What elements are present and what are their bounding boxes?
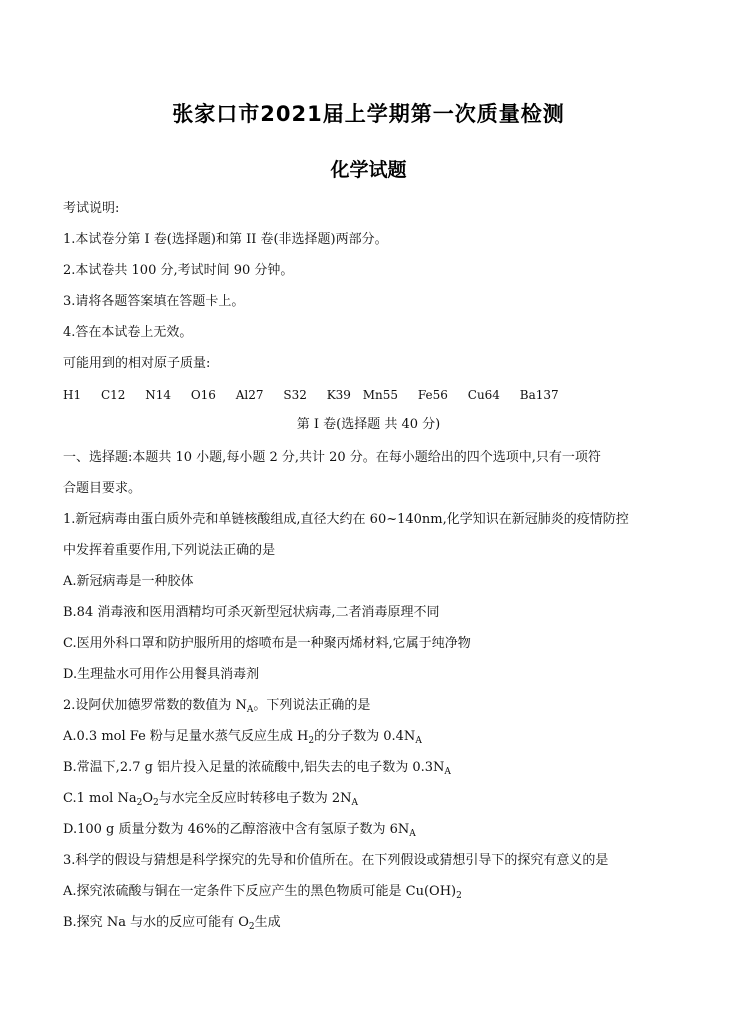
atomic-mass-item: S32 xyxy=(283,388,307,402)
question-1-option-a: A.新冠病毒是一种胶体 xyxy=(63,574,194,589)
question-1-option-d: D.生理盐水可用作公用餐具消毒剂 xyxy=(63,667,260,682)
question-1-stem: 中发挥着重要作用,下列说法正确的是 xyxy=(63,543,276,558)
atomic-mass-item: C12 xyxy=(100,388,126,402)
atomic-mass-item: H1 xyxy=(63,388,82,402)
section-intro: 一、选择题:本题共 10 小题,每小题 2 分,共计 20 分。在每小题给出的四个选项中,只有一项符 xyxy=(63,450,601,465)
exam-title: 张家口市2021届上学期第一次质量检测 xyxy=(172,102,565,126)
question-3-option-a: A.探究浓硫酸与铜在一定条件下反应产生的黑色物质可能是 $Cu(OH)_2$ xyxy=(63,884,462,901)
question-3-option-b: B.探究 Na 与水的反应可能有 $O_2$生成 xyxy=(63,915,281,932)
atomic-mass-item: Al27 xyxy=(235,388,264,402)
atomic-mass-item: O16 xyxy=(190,388,216,402)
question-2-stem: 2.设阿伏加德罗常数的数值为 $N_A$。下列说法正确的是 xyxy=(63,698,371,715)
atomic-masses-heading: 可能用到的相对原子质量: xyxy=(63,356,211,371)
exam-subtitle: 化学试题 xyxy=(330,159,407,181)
question-1-option-c: C.医用外科口罩和防护服所用的熔喷布是一种聚丙烯材料,它属于纯净物 xyxy=(63,636,471,651)
question-2-option-d: D.100 g 质量分数为 46%的乙醇溶液中含有氢原子数为 $6N_A$ xyxy=(63,822,416,839)
atomic-masses-list xyxy=(63,386,575,404)
instruction-item: 4.答在本试卷上无效。 xyxy=(63,325,193,340)
question-3-stem: 3.科学的假设与猜想是科学探究的先导和价值所在。在下列假设或猜想引导下的探究有意义的是 xyxy=(63,853,609,868)
atomic-mass-item: K39 xyxy=(326,388,351,402)
instructions-heading: 考试说明: xyxy=(63,201,120,216)
atomic-mass-item: Mn55 xyxy=(362,388,399,402)
atomic-mass-item: N14 xyxy=(145,388,171,402)
section-title: 第 I 卷(选择题 共 40 分) xyxy=(296,417,441,432)
instruction-item: 2.本试卷共 100 分,考试时间 90 分钟。 xyxy=(63,263,294,278)
instruction-item: 1.本试卷分第 I 卷(选择题)和第 II 卷(非选择题)两部分。 xyxy=(63,232,388,247)
instruction-item: 3.请将各题答案填在答题卡上。 xyxy=(63,294,245,309)
question-2-option-c: C.1 mol $Na_2O_2$与水完全反应时转移电子数为 $2N_A$ xyxy=(63,791,359,808)
question-2-option-a: A.0.3 mol Fe 粉与足量水蒸气反应生成 $H_2$的分子数为 $0.4N_A$ xyxy=(63,729,422,746)
question-1-option-b: B.84 消毒液和医用酒精均可杀灭新型冠状病毒,二者消毒原理不同 xyxy=(63,605,440,620)
question-2-option-b: B.常温下,2.7 g 铝片投入足量的浓硫酸中,铝失去的电子数为 $0.3N_A$ xyxy=(63,760,451,777)
section-intro: 合题目要求。 xyxy=(63,481,142,496)
atomic-mass-item: Fe56 xyxy=(417,388,448,402)
atomic-mass-item: Cu64 xyxy=(467,388,500,402)
atomic-mass-item: Ba137 xyxy=(519,388,559,402)
question-1-stem: 1.新冠病毒由蛋白质外壳和单链核酸组成,直径大约在 60~140nm,化学知识在新冠肺炎的疫情防控 xyxy=(63,512,629,527)
